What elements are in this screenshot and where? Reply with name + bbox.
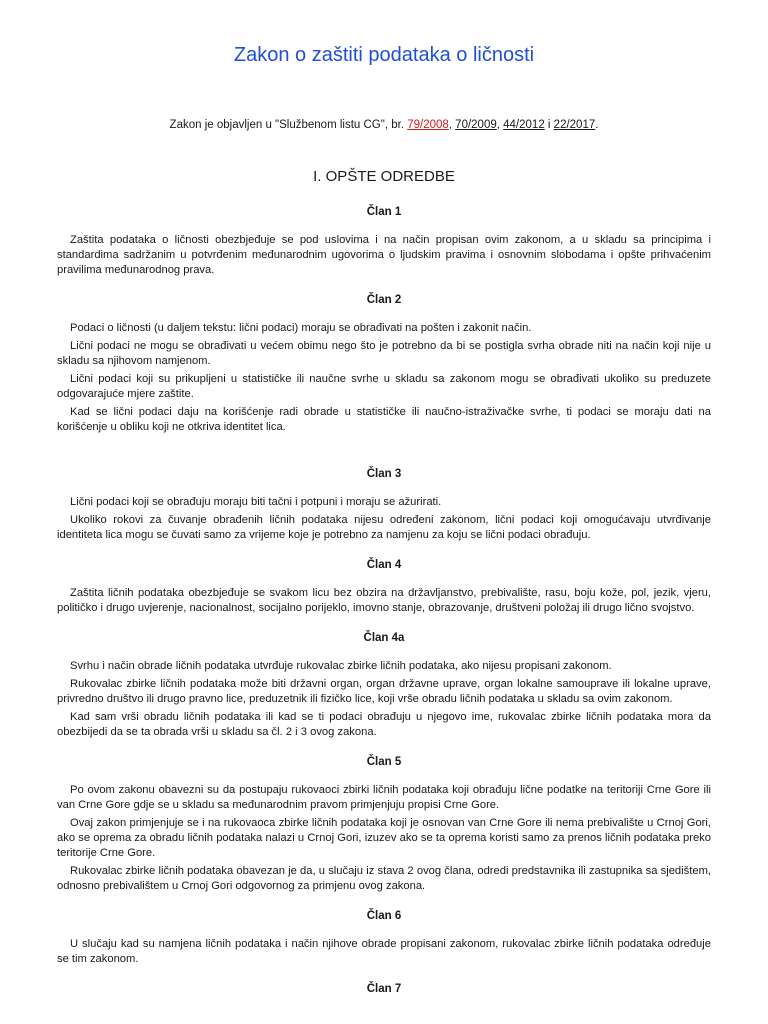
document-title: Zakon o zaštiti podataka o ličnosti [233, 44, 535, 66]
article-heading: Član 3 [366, 468, 402, 480]
article-heading: Član 4 [366, 559, 402, 571]
article-spacer [57, 450, 711, 467]
publication-separator-1: , [448, 119, 456, 131]
article-paragraph: Zaštita ličnih podataka obezbjeđuje se svakom licu bez obzira na državljanstvo, prebivalište, rasu, boju kože, pol, jezik, vjeru, političko i drugo uvjerenje, nacionalnost, socijalno porijeklo, imovno stanje, obrazovanje, društveni položaj ili drugo lično svojstvo. [57, 587, 711, 614]
article-paragraph: Ovaj zakon primjenjuje se i na rukovaoca zbirke ličnih podataka koji je osnovan van Crne Gore ili nema prebivalište u Crnoj Gori, ako se oprema za obradu ličnih podataka nalazi u Crnoj Gori, izuzev ako se ta oprema koristi samo za prenos ličnih podataka preko teritorije Crne Gore. [57, 817, 711, 859]
gazette-link-3[interactable]: 44/2012 [503, 119, 545, 131]
article [57, 467, 711, 543]
article-paragraph: Ukoliko rokovi za čuvanje obrađenih ličnih podataka nijesu određeni zakonom, lični podaci koji omogućavaju utvrđivanje identiteta lica mogu se čuvati samo za vrijeme koje je potrebno za namjenu za koju se lični podaci obrađuju. [57, 514, 711, 541]
article-paragraph: Po ovom zakonu obavezni su da postupaju rukovaoci zbirki ličnih podataka koji obrađuju lične podatke na teritoriji Crne Gore ili van Crne Gore gdje se u skladu sa međunarodnim pravom primjenjuju propisi Crne Gore. [57, 784, 711, 811]
article [57, 755, 711, 894]
article [57, 982, 711, 997]
article-heading: Član 6 [366, 910, 402, 922]
article-paragraph: Kad sam vrši obradu ličnih podataka ili kad se ti podaci obrađuju u njegovo ime, rukovalac zbirke ličnih podataka mora da obezbijedi da se ta obrada vrši u skladu sa čl. 2 i 3 ovog zakona. [57, 711, 711, 738]
article-paragraph: Rukovalac zbirke ličnih podataka može biti državni organ, organ državne uprave, organ lokalne samouprave ili lokalne uprave, privredno društvo ili drugo pravno lice, preduzetnik ili fizičko lice, koji vrše obradu ličnih podataka u skladu sa ovim zakonom. [57, 678, 711, 705]
article-heading: Član 4a [363, 632, 405, 644]
article [57, 631, 711, 740]
article-paragraph: Lični podaci koji se obrađuju moraju biti tačni i potpuni i moraju se ažurirati. [70, 496, 442, 508]
publication-suffix: . [595, 119, 599, 131]
article-paragraph: Zaštita podataka o ličnosti obezbjeđuje se pod uslovima i na način propisan ovim zakonom, a u skladu sa principima i standardima sadržanim u potvrđenim međunarodnim ugovorima o ljudskim pravima i osnovnim slobodama i opšte prihvaćenim pravilima međunarodnog prava. [57, 234, 711, 276]
gazette-link-1[interactable]: 79/2008 [407, 119, 449, 131]
article [57, 558, 711, 616]
article [57, 293, 711, 435]
gazette-link-4[interactable]: 22/2017 [553, 119, 596, 131]
article-heading: Član 2 [366, 294, 402, 306]
article [57, 205, 711, 278]
article-paragraph: Rukovalac zbirke ličnih podataka obavezan je da, u slučaju iz stava 2 ovog člana, odredi predstavnika ili zastupnika sa sjedištem, odnosno prebivalištem u Crnoj Gori odgovornog za primjenu ovog zakona. [57, 865, 711, 892]
article-heading: Član 5 [366, 756, 402, 768]
article-heading: Član 7 [366, 983, 402, 995]
article [57, 909, 711, 967]
article-paragraph: Lični podaci koji su prikupljeni u statističke ili naučne svrhe u skladu sa zakonom mogu se obrađivati ukoliko su preduzete odgovarajuće mjere zaštite. [57, 373, 711, 400]
article-paragraph: Podaci o ličnosti (u daljem tekstu: lični podaci) moraju se obrađivati na pošten i zakonit način. [70, 322, 532, 334]
article-paragraph: Lični podaci ne mogu se obrađivati u većem obimu nego što je potrebno da bi se postigla svrha obrade niti na način koji nije u skladu sa njihovom namjenom. [57, 340, 711, 367]
publication-separator-2: , [496, 119, 504, 131]
section-heading: I. OPŠTE ODREDBE [313, 168, 455, 185]
articles-container [57, 205, 711, 1012]
article-paragraph: Svrhu i način obrade ličnih podataka utvrđuje rukovalac zbirke ličnih podataka, ako nijesu propisani zakonom. [70, 660, 612, 672]
article-heading: Član 1 [366, 206, 402, 218]
publication-separator-3: i [544, 119, 554, 131]
article-paragraph: U slučaju kad su namjena ličnih podataka i način njihove obrade propisani zakonom, rukovalac zbirke ličnih podataka određuje se tim zakonom. [57, 938, 711, 965]
publication-line [0, 119, 768, 131]
gazette-link-2[interactable]: 70/2009 [455, 119, 497, 131]
article-paragraph: Kad se lični podaci daju na korišćenje radi obrade u statističke ili naučno-istraživačke svrhe, ti podaci se moraju dati na korišćenje u obliku koji ne otkriva identitet lica. [57, 406, 711, 433]
publication-prefix: Zakon je objavljen u "Službenom listu CG", br. [169, 119, 408, 131]
